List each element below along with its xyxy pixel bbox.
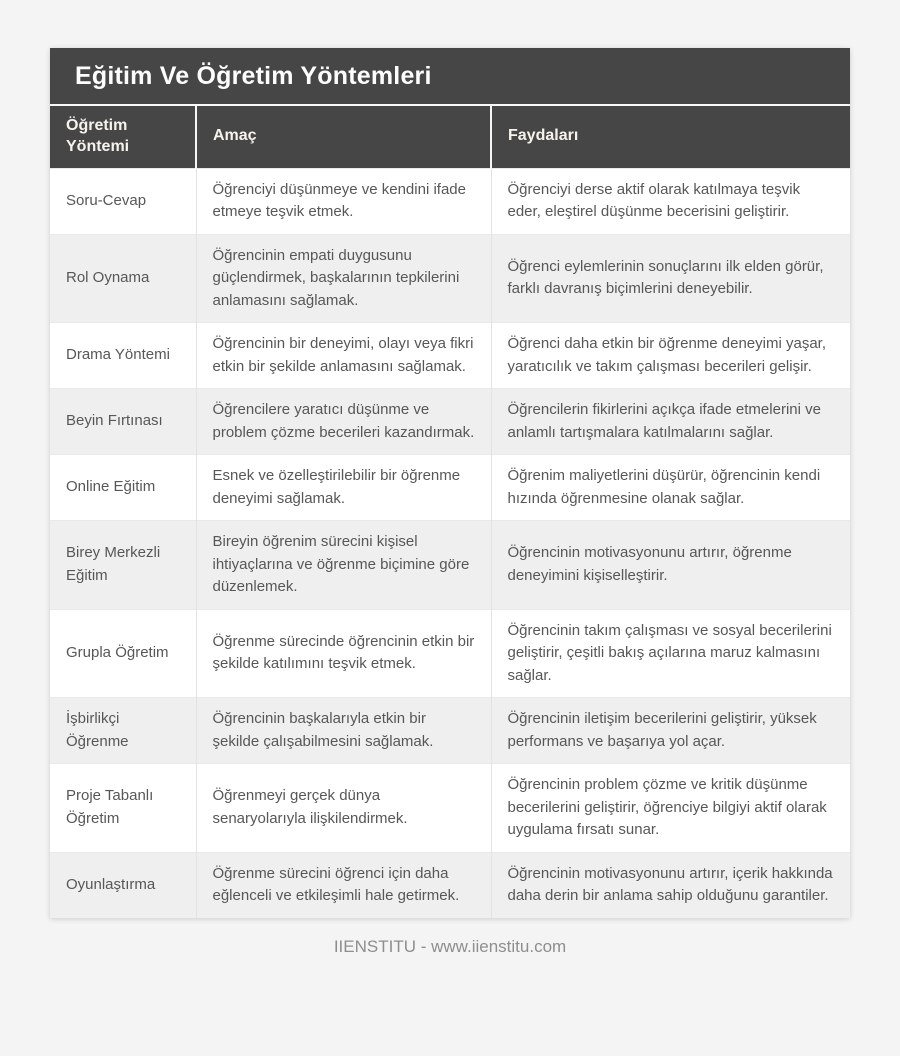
header-row	[50, 106, 850, 168]
footer-text: IIENSTITU - www.iienstitu.com	[333, 936, 567, 956]
table-row	[50, 234, 850, 323]
purpose-cell: Öğrencilere yaratıcı düşünme ve problem çözme becerileri kazandırmak.	[196, 389, 491, 455]
purpose-cell: Öğrenmeyi gerçek dünya senaryolarıyla ilişkilendirmek.	[196, 764, 491, 853]
method-cell: Beyin Fırtınası	[50, 389, 196, 455]
purpose-cell: Öğrencinin bir deneyimi, olayı veya fikri etkin bir şekilde anlamasını sağlamak.	[196, 323, 491, 389]
benefits-cell: Öğrencinin problem çözme ve kritik düşünme becerilerini geliştirir, öğrenciye bilgiyi aktif olarak uygulama fırsatı sunar.	[491, 764, 850, 853]
table-row	[50, 521, 850, 610]
benefits-cell: Öğrencinin takım çalışması ve sosyal becerilerini geliştirir, çeşitli bakış açılarına maruz kalmasını sağlar.	[491, 609, 850, 698]
method-cell: Rol Oynama	[50, 234, 196, 323]
purpose-cell: Öğrencinin başkalarıyla etkin bir şekilde çalışabilmesini sağlamak.	[196, 698, 491, 764]
table-row	[50, 389, 850, 455]
benefits-cell: Öğrenim maliyetlerini düşürür, öğrencinin kendi hızında öğrenmesine olanak sağlar.	[491, 455, 850, 521]
method-cell: Proje Tabanlı Öğretim	[50, 764, 196, 853]
column-header-benefits: Faydaları	[491, 106, 850, 168]
methods-table	[50, 106, 850, 918]
table-row	[50, 168, 850, 234]
method-cell: Drama Yöntemi	[50, 323, 196, 389]
table-row	[50, 455, 850, 521]
benefits-cell: Öğrencilerin fikirlerini açıkça ifade etmelerini ve anlamlı tartışmalara katılmalarını sağlar.	[491, 389, 850, 455]
table-header	[50, 106, 850, 168]
benefits-cell: Öğrenciyi derse aktif olarak katılmaya teşvik eder, eleştirel düşünme becerisini geliştirir.	[491, 168, 850, 234]
benefits-cell: Öğrenci daha etkin bir öğrenme deneyimi yaşar, yaratıcılık ve takım çalışması becerileri gelişir.	[491, 323, 850, 389]
column-header-method: Öğretim Yöntemi	[50, 106, 196, 168]
table-row	[50, 609, 850, 698]
method-cell: İşbirlikçi Öğrenme	[50, 698, 196, 764]
method-cell: Soru-Cevap	[50, 168, 196, 234]
table-body	[50, 168, 850, 918]
page	[50, 0, 850, 957]
purpose-cell: Öğrenme sürecinde öğrencinin etkin bir şekilde katılımını teşvik etmek.	[196, 609, 491, 698]
table-row	[50, 764, 850, 853]
table-row	[50, 323, 850, 389]
table-row	[50, 698, 850, 764]
method-cell: Grupla Öğretim	[50, 609, 196, 698]
purpose-cell: Öğrenciyi düşünmeye ve kendini ifade etmeye teşvik etmek.	[196, 168, 491, 234]
benefits-cell: Öğrencinin motivasyonunu artırır, öğrenme deneyimini kişiselleştirir.	[491, 521, 850, 610]
methods-card	[50, 48, 850, 918]
purpose-cell: Esnek ve özelleştirilebilir bir öğrenme deneyimi sağlamak.	[196, 455, 491, 521]
benefits-cell: Öğrencinin motivasyonunu artırır, içerik hakkında daha derin bir anlama sahip olduğunu garantiler.	[491, 852, 850, 918]
column-header-purpose: Amaç	[196, 106, 491, 168]
purpose-cell: Öğrenme sürecini öğrenci için daha eğlenceli ve etkileşimli hale getirmek.	[196, 852, 491, 918]
benefits-cell: Öğrencinin iletişim becerilerini geliştirir, yüksek performans ve başarıya yol açar.	[491, 698, 850, 764]
method-cell: Online Eğitim	[50, 455, 196, 521]
page-title: Eğitim Ve Öğretim Yöntemleri	[50, 48, 850, 106]
purpose-cell: Bireyin öğrenim sürecini kişisel ihtiyaçlarına ve öğrenme biçimine göre düzenlemek.	[196, 521, 491, 610]
benefits-cell: Öğrenci eylemlerinin sonuçlarını ilk elden görür, farklı davranış biçimlerini deneyebilir.	[491, 234, 850, 323]
table-row	[50, 852, 850, 918]
method-cell: Oyunlaştırma	[50, 852, 196, 918]
purpose-cell: Öğrencinin empati duygusunu güçlendirmek, başkalarının tepkilerini anlamasını sağlamak.	[196, 234, 491, 323]
method-cell: Birey Merkezli Eğitim	[50, 521, 196, 610]
